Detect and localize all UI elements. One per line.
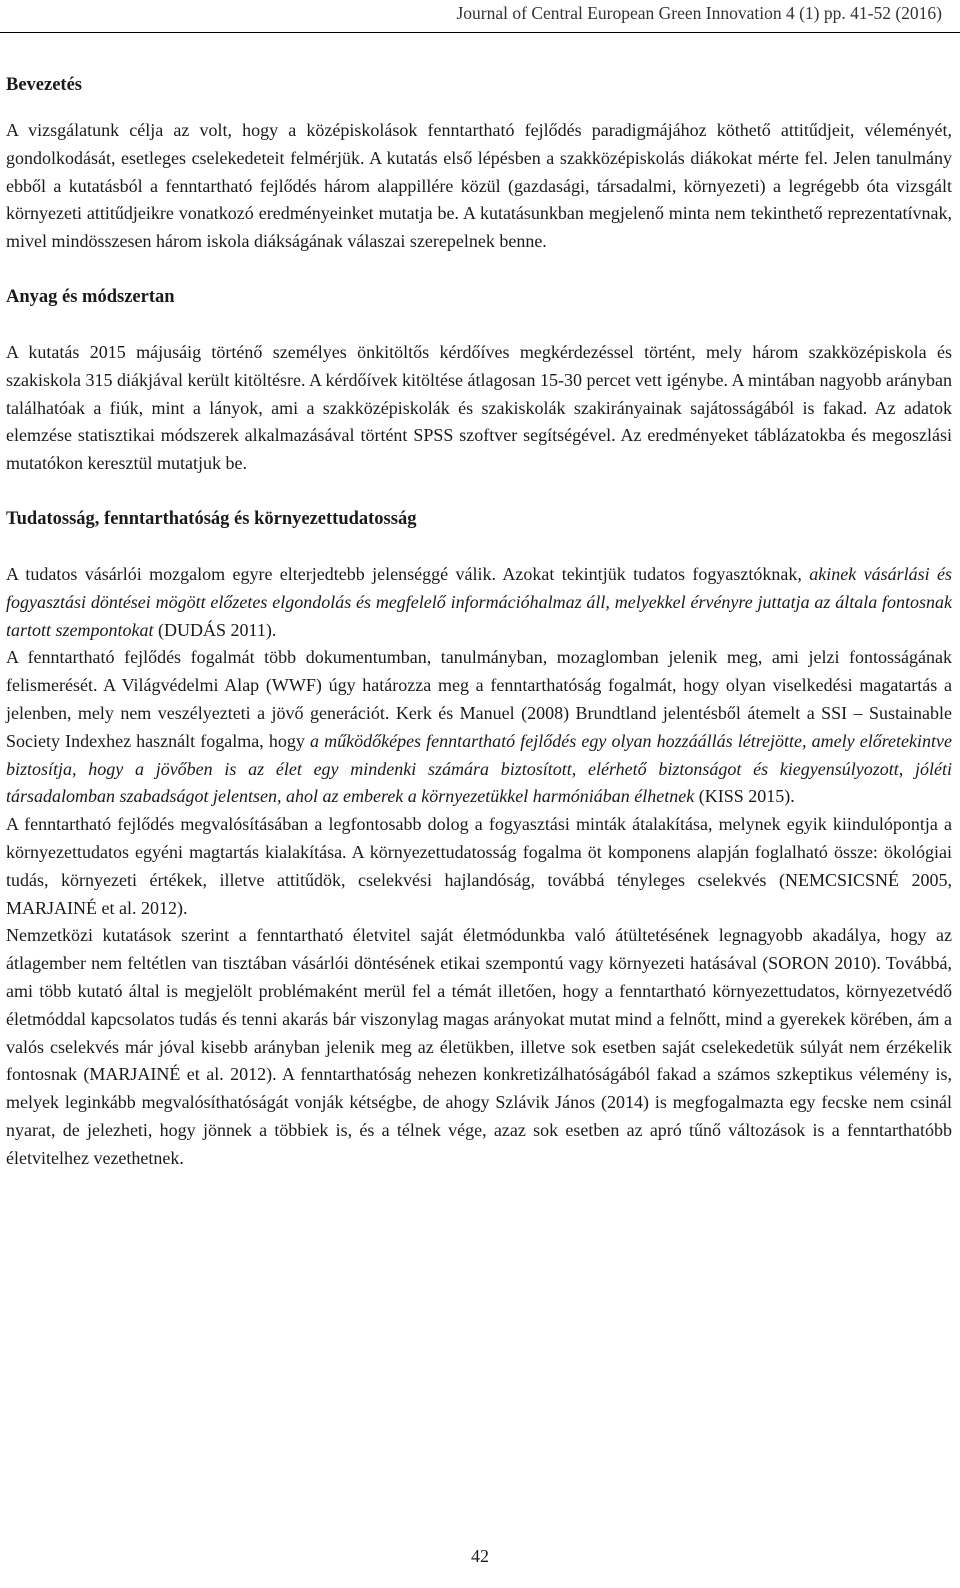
awareness-paragraph-2: [6, 644, 952, 811]
awareness-paragraph-4: Nemzetközi kutatások szerint a fenntartható életvitel saját életmódunkba való átültetésének legnagyobb akadálya, hogy az átlagember nem feltétlen van tisztában vásárlói döntésének etikai szempontú vagy környezeti hatásával (SORON 2010). Továbbá, ami több kutató által is megjelölt problémaként merül fel a témát illetően, hogy a fenntartható környezettudatos, környezetvédő életmóddal kapcsolatos tudás és tenni akarás bár viszonylag magas arányokat mutat mind a felnőtt, mind a gyerekek körében, ám a valós cselekvés már jóval kisebb arányban jelenik meg az életükben, illetve sok esetben saját cselekedetük súlyát nem érzékelik fontosnak (MARJAINÉ et al. 2012). A fenntarthatóság nehezen konkretizálhatóságából fakad a számos szkeptikus vélemény is, melyek leginkább megvalósíthatóságát vonják kétségbe, de ahogy Szlávik János (2014) is megfogalmazta egy fecske nem csinál nyarat, de jelezheti, hogy jönnek a többiek is, és a télnek vége, azaz sok esetben az apró tűnő változások is a fenntarthatóbb életvitelhez vezethetnek.: [6, 925, 952, 1168]
methods-paragraph: A kutatás 2015 májusáig történő személyes önkitöltős kérdőíves megkérdezéssel történt, mely három szakközépiskola és szakiskola 315 diákjával került kitöltésre. A kérdőívek kitöltése átlagosan 15-30 percet vett igénybe. A mintában nagyobb arányban találhatóak a fiúk, mint a lányok, ami a szakközépiskolák és szakiskolák szakirányainak sajátosságából is fakad. Az adatok elemzése statisztikai módszerek alkalmazásával történt SPSS szoftver segítségével. Az eredményeket táblázatokba és megoszlási mutatókon keresztül mutatjuk be.: [6, 341, 952, 474]
section-heading-introduction: Bevezetés: [6, 75, 83, 95]
definition-quote: akinek vásárlási és fogyasztási döntései mögött előzetes elgondolás és megfelelő információhalmaz áll, melyekkel érvényre juttatja az általa fontosnak tartott szempontokat: [6, 563, 952, 640]
awareness-paragraph-1: [6, 561, 952, 644]
citation: (KISS 2015).: [694, 786, 795, 807]
paragraph-text: A fenntartható fejlődés fogalmát több dokumentumban, tanulmányban, mozaglomban jelenik meg, ami jelzi fontosságának felismerését. A Világvédelmi Alap (WWF) úgy határozza meg a fenntarthatóság fogalmát, hogy olyan viselkedési magatartás a jelenben, mely nem veszélyezteti a jövő generációt. Kerk és Manuel (2008) Brundtland jelentésből átemelt a SSI – Sustainable Society Indexhez használt fogalma, hogy: [6, 647, 952, 751]
section-heading-awareness: Tudatosság, fenntarthatóság és környezettudatosság: [6, 508, 417, 529]
citation: (DUDÁS 2011).: [153, 619, 277, 640]
page-number: 42: [471, 1546, 489, 1566]
definition-quote: a működőképes fenntartható fejlődés egy olyan hozzáállás létrejötte, amely előretekintve biztosítja, hogy a jövőben is az élet egy mindenki számára biztosított, elérhető biztonságot és kiegyensúlyozott, jóléti társadalomban szabadságot jelentsen, ahol az emberek a környezetükkel harmóniában élhetnek: [6, 730, 953, 807]
running-header: Journal of Central European Green Innovation 4 (1) pp. 41-52 (2016): [456, 3, 942, 23]
header-divider: [0, 32, 960, 33]
paragraph-text: A tudatos vásárlói mozgalom egyre elterjedtebb jelenséggé válik. Azokat tekintjük tudatos fogyasztóknak,: [6, 563, 810, 584]
introduction-paragraph: A vizsgálatunk célja az volt, hogy a középiskolások fenntartható fejlődés paradigmájához köthető attitűdjeit, véleményét, gondolkodását, esetleges cselekedeteit felmérjük. A kutatás első lépésben a szakközépiskolás diákokat mérte fel. Jelen tanulmány ebből a kutatásból a fenntartható fejlődés három alappillére közül (gazdasági, társadalmi, környezeti) a legrégebb óta vizsgált környezeti attitűdjeikre vonatkozó eredményeinket mutatja be. A kutatásunkban megjelenő minta nem tekinthető reprezentatívnak, mivel mindösszesen három iskola diákságának válaszai szerepelnek benne.: [6, 120, 952, 252]
section-heading-methods: Anyag és módszertan: [6, 286, 175, 307]
awareness-paragraph-3: A fenntartható fejlődés megvalósításában a legfontosabb dolog a fogyasztási minták átalakítása, melynek egyik kiindulópontja a környezettudatos egyéni magtartás kialakítása. A környezettudatosság fogalma öt komponens alapján foglalható össze: ökológiai tudás, környezeti értékek, illetve attitűdök, cselekvési hajlandóság, továbbá tényleges cselekvés (NEMCSICSNÉ 2005, MARJAINÉ et al. 2012).: [6, 814, 952, 918]
article-body: [6, 72, 952, 1173]
